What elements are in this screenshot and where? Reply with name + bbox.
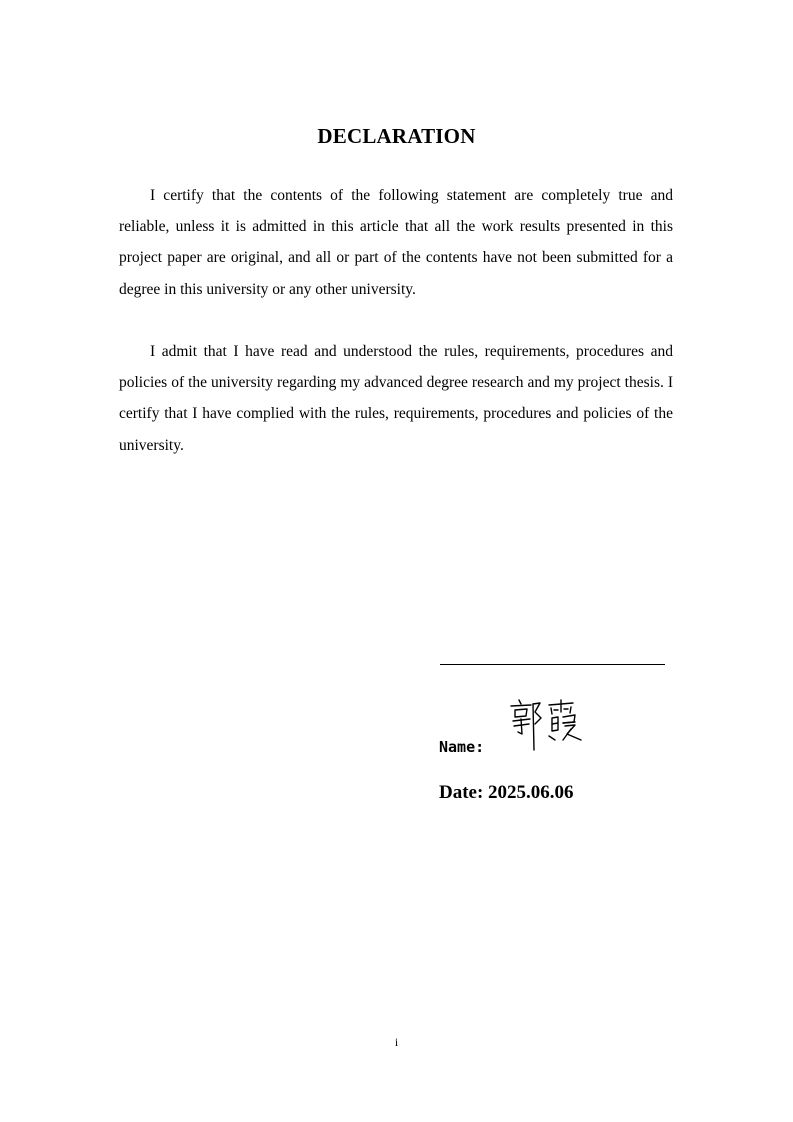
handwritten-signature (505, 696, 587, 758)
declaration-paragraph-2: I admit that I have read and understood the rules, requirements, procedures and policies of the university regarding my advanced degree research and my project thesis. I certify that I have complied with the rules, requirements, procedures and policies of the university. (119, 343, 673, 454)
page-number: i (394, 1035, 399, 1049)
date-label: Date: 2025.06.06 (439, 782, 574, 803)
signature-line (440, 664, 665, 665)
page-title: DECLARATION (317, 124, 476, 148)
name-label: Name: (439, 738, 485, 756)
declaration-paragraph-1: I certify that the contents of the following statement are completely true and reliable, unless it is admitted in this article that all the work results presented in this project paper are original, and all or part of the contents have not been submitted for a degree in this university or any other university. (119, 187, 673, 298)
